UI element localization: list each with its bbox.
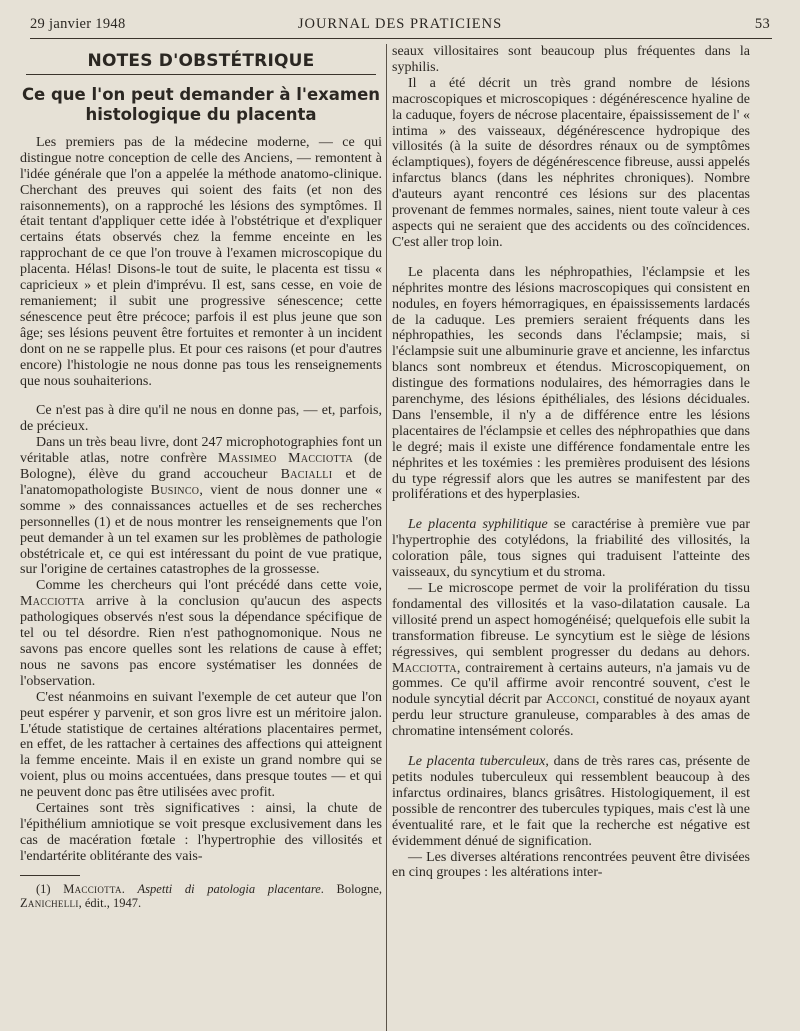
paragraph-gap — [392, 251, 750, 265]
author-name: Acconci — [545, 692, 596, 708]
text-run: , dans de très rares cas, présente de petits nodules tuberculeux qui ressemblent beaucoup à des infarctus ordinaires, blancs grisâtres. Histologiquement, il est possible de rencontrer des tubercules typiques, mais c'est là une éventualité rare, et le fait que la recherche est négative est évidemment dénué de signification. — [392, 754, 750, 849]
text-run: . Bologne, — [320, 881, 382, 896]
header-page-number: 53 — [754, 16, 770, 32]
subheading-italic: Le placenta tuberculeux — [408, 754, 546, 770]
paragraph-gap — [392, 503, 750, 517]
text-run: Comme les chercheurs qui l'ont précédé dans cette voie, — [36, 578, 382, 594]
section-rule — [26, 74, 376, 75]
article-title: Ce que l'on peut demander à l'examen histologique du placenta — [21, 84, 381, 124]
text-run: , vient de nous donner une « somme » des connaissances actuelles et de ses recherches personnelles (1) et de nous montrer les renseignements que l'on peut demander à un tel examen sur les problèmes de pathologie obstétricale et, ce qui est intéressant du point de vue pratique, sur l'origine de certaines catastrophes de la grossesse. — [20, 482, 382, 578]
text-run: Dans un très beau livre, dont 247 microphotographies font un véritable atlas, notre confrère — [20, 435, 382, 467]
paragraph-gap — [392, 740, 750, 754]
text-run: arrive à la conclusion qu'aucun des aspects pathologiques observés n'est sous la dépendance spécifique de tel ou tel désordre. Rien n'est pathognomonique. Nous ne savons pas encore quelles sont les relations de cause à effet; nous ne savons pas encore systématiser les données de l'observation. — [20, 594, 382, 689]
publisher-name: Zanichelli — [20, 896, 79, 911]
text-run: . — [121, 881, 138, 896]
section-title: NOTES D'OBSTÉTRIQUE — [87, 51, 315, 71]
subheading-italic: Le placenta syphilitique — [408, 517, 548, 533]
header-rule — [30, 38, 772, 39]
left-paragraph-2: Ce n'est pas à dire qu'il ne nous en donne pas, — et, parfois, de précieux. — [20, 403, 382, 435]
text-run: et de l'anatomopathologiste — [20, 467, 382, 498]
left-column — [20, 44, 382, 911]
right-paragraph-7: — Les diverses altérations rencontrées peuvent être divisées en cinq groupes : les altérations inter- — [392, 849, 750, 881]
author-name: Macciotta — [20, 594, 85, 610]
footnote — [20, 882, 382, 911]
book-title: Aspetti di patologia placentare — [137, 881, 321, 896]
author-name: Macciotta — [392, 660, 457, 676]
text-run: — Le microscope permet de voir la prolifération du tissu fondamental des villosités et la vaso-dilatation causale. La villosité prend un aspect homogénéisé; quelquefois elle subit la transformation fibreuse. Le syncytium est le siège de lésions régressives, qui semblent progresser du dedans au dehors. — [392, 581, 750, 660]
header-journal-title: JOURNAL DES PRATICIENS — [297, 16, 503, 32]
right-paragraph-3: Le placenta dans les néphropathies, l'éclampsie et les néphrites montre des lésions macroscopiques qui consistent en nodules, en foyers hémorragiques, en épaississements lardacés de la caduque. Les premiers seraient fréquents dans les néphropathies, les seconds dans l'éclampsie; mais, si l'éclampsie suit une albuminurie grave et ancienne, les infarctus blancs sont nombreux et étendus. Microscopiquement, on distingue des formations nodulaires, des hémorragies dans le parenchyme, des lésions épithéliales, des lésions déciduales. Dans l'ensemble, il n'y a de différence entre les lésions placentaires de l'éclampsie et celles des néphropathies que dans le degré; mais il existe une différence fondamentale entre les néphrites et les toxémies : les premières produisent des lésions du type régressif alors que les autres se manifestent par des proliférations et des hyperplasies. — [392, 264, 750, 503]
running-header — [30, 12, 770, 36]
right-paragraph-6 — [392, 754, 750, 849]
text-run: (1) — [36, 881, 64, 896]
right-paragraph-5 — [392, 581, 750, 740]
left-paragraph-6: Certaines sont très significatives : ainsi, la chute de l'épithélium amniotique se voit presque exclusivement dans les cas de macération fœtale : l'hypertrophie des villosités et l'endartérite oblitérante des vais- — [20, 801, 382, 864]
right-paragraph-1: seaux villositaires sont beaucoup plus fréquentes dans la syphilis. — [392, 44, 750, 75]
author-name: Massimeo Macciotta — [217, 451, 354, 467]
text-run: , édit., 1947. — [78, 896, 142, 911]
text-run: (de Bologne), élève du grand accoucheur — [20, 451, 382, 483]
text-run: se caractérise à première vue par l'hypertrophie des cotylédons, la friabilité des villosités, la coloration pâle, tous signes qui traduisent l'atteinte des vaisseaux, du syncytium et du stroma. — [392, 517, 751, 581]
footnote-rule — [20, 875, 80, 876]
text-run: , constitué de noyaux ayant perdu leur structure granuleuse, comparables à des amas de chromatine intensément colorés. — [392, 692, 750, 740]
right-column — [392, 44, 750, 881]
right-paragraph-2: Il a été décrit un très grand nombre de lésions macroscopiques et microscopiques : dégénérescence hyaline de la caduque, foyers de nécrose placentaire, épaississement de l' « intima » des vaisseaux, dégénérescence hydropique des villosités (à la suite de désordres rénaux ou de symptômes éclamptiques), foyers de dégénérescence fibreuse, aussi appelés infarctus blancs (dans les néphrites chroniques). Nombre d'auteurs ayant rencontré ces lésions sur des placentas provenant de femmes normales, saines, nient toute valeur à ces aspects qui ne seraient que des accidents ou des coïncidences. C'est aller trop loin. — [392, 75, 750, 250]
text-run: , contrairement à certains auteurs, n'a jamais vu de gommes. Ce qu'il affirme avoir rencontré souvent, c'est le nodule syncytial décrit par — [392, 660, 750, 708]
paragraph-gap — [20, 389, 382, 403]
left-paragraph-4 — [20, 578, 382, 689]
left-paragraph-1: Les premiers pas de la médecine moderne, — ce qui distingue notre conception de celle des Anciens, — remontent à l'idée générale que l'on a appelée la méthode anatomo-clinique. Cherchant des preuves qui soient des faits (et non des raisonnements), on a rapproché les lésions des symptômes. Il était tentant d'appliquer cette idée à l'obstétrique et d'expliquer certains états observés chez la femme enceinte en les rapprochant de ce que l'on trouve à l'examen microscopique du placenta. Hélas! Disons-le tout de suite, le placenta est tissu « capricieux » et plein d'imprévu. Il est, sans cesse, en voie de remaniement; il subit une progressive sénescence; cette sénescence peut être précoce; parfois il est plus jeune que son âge; ses lésions peuvent être fortuites et remonter à un incident dont on ne se rappelle plus. Et pour ces raisons (et pour d'autres encore) l'histologie ne nous donne pas tous les renseignements que nous souhaiterions. — [20, 134, 382, 389]
header-date: 29 janvier 1948 — [30, 16, 126, 32]
left-paragraph-5: C'est néanmoins en suivant l'exemple de cet auteur que l'on peut espérer y parvenir, et son gros livre est un méritoire jalon. L'étude statistique de certaines altérations placentaires permet, en effet, de les rattacher à certaines des affections qui atteignent la femme enceinte. Mais il en existe un grand nombre qui se voient, plus ou moins accentuées, dans presque toutes — et qui ne peuvent donc pas être utilisées avec profit. — [20, 689, 382, 801]
author-name: Macciotta — [63, 881, 122, 896]
left-paragraph-3 — [20, 435, 382, 578]
author-name: Bacialli — [280, 467, 333, 483]
column-divider — [386, 44, 387, 1031]
right-paragraph-4 — [392, 517, 750, 581]
author-name: Businco — [150, 482, 200, 498]
